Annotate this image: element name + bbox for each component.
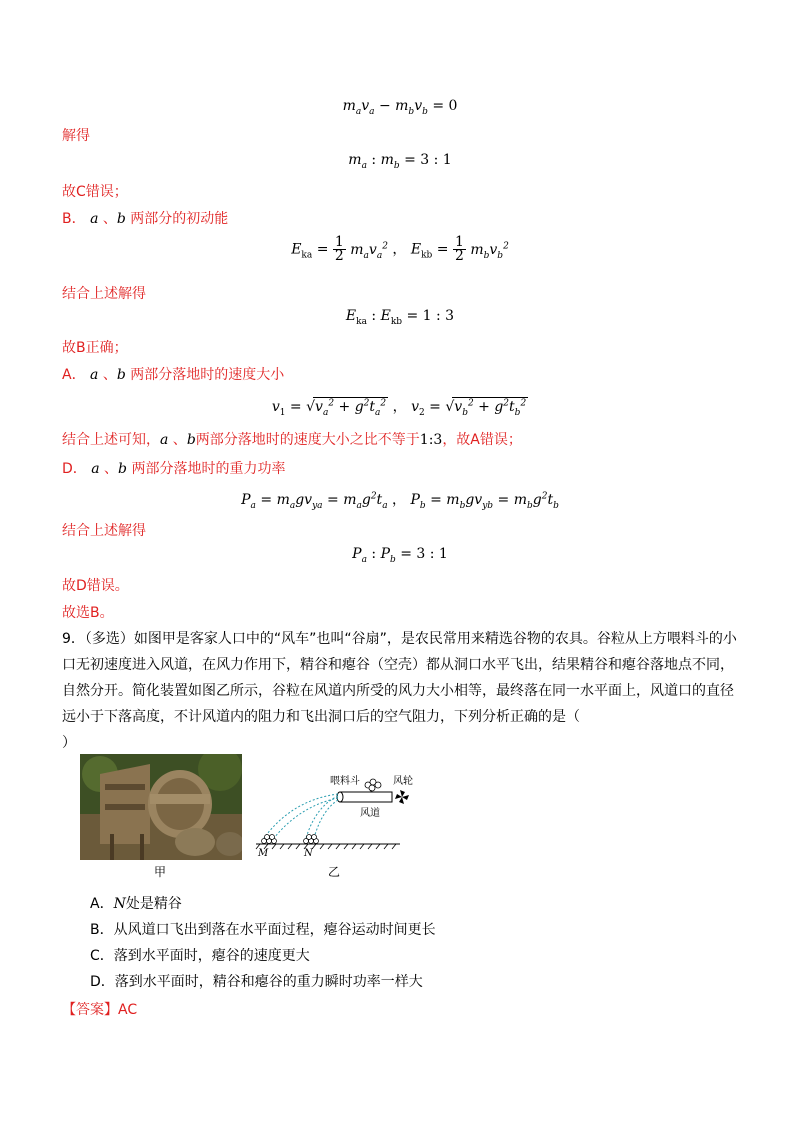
label-hopper: 喂料斗 bbox=[330, 776, 360, 787]
ratio-value: 1:3 bbox=[419, 432, 443, 448]
equation-speeds: $v_1 = √v_a^2 + g^2t_a^2$ ， $v_2 = √v_b^2 + g^2t_b^2$ bbox=[271, 398, 527, 418]
figure-jia-photo bbox=[80, 754, 242, 860]
equation-power-ratio: $P_a$ : $P_b = 3$ : 1 bbox=[352, 546, 448, 565]
intro-text: 两部分的初动能 bbox=[130, 211, 229, 227]
figure-label-yi: 乙 bbox=[328, 865, 341, 879]
equation-mass-ratio: $m_a$ : $m_b = 3$ : 1 bbox=[348, 152, 452, 171]
intro-text: 两部分落地时的重力功率 bbox=[131, 461, 286, 477]
option-c bbox=[90, 946, 310, 966]
option-letter: C． bbox=[90, 948, 114, 964]
label-point-m: M bbox=[258, 848, 269, 859]
text-c-wrong: 故C错误； bbox=[62, 184, 128, 200]
fan-icon bbox=[395, 790, 409, 804]
answer-label: 【答案】 bbox=[62, 1002, 118, 1018]
label-fan: 风轮 bbox=[393, 776, 413, 787]
figure-label-jia: 甲 bbox=[154, 865, 167, 879]
option-letter: D． bbox=[90, 974, 115, 990]
text-part: 两部分落地时的速度大小之比不等于 bbox=[195, 432, 420, 448]
text-a-intro: A． a 、b 两部分落地时的速度大小 bbox=[62, 367, 285, 383]
answer-line bbox=[62, 1000, 137, 1020]
text-jiehe-2: 结合上述解得 bbox=[62, 523, 146, 539]
text-jiehe-1: 结合上述解得 bbox=[62, 286, 146, 302]
option-text: 落到水平面时，瘪谷的速度更大 bbox=[113, 948, 310, 964]
text-jiede: 解得 bbox=[62, 128, 90, 144]
text-jiehe-kezhi: 结合上述可知，a 、b两部分落地时的速度大小之比不等于1:3，故A错误； bbox=[62, 432, 522, 448]
option-italic: N bbox=[113, 896, 126, 912]
option-letter: D． bbox=[62, 461, 87, 477]
question-number: 9． bbox=[62, 631, 85, 647]
text-part: ，故A错误； bbox=[442, 432, 522, 448]
intro-text: 两部分落地时的速度大小 bbox=[130, 367, 285, 383]
text-b-right: 故B正确； bbox=[62, 340, 128, 356]
option-letter: B． bbox=[62, 211, 86, 227]
text-part: 结合上述可知， bbox=[62, 432, 160, 448]
option-letter: B． bbox=[90, 922, 114, 938]
option-letter: A． bbox=[62, 367, 86, 383]
question-close: ） bbox=[62, 735, 76, 751]
winnowing-machine-photo bbox=[80, 754, 242, 860]
winnowing-schematic bbox=[252, 748, 412, 860]
equation-momentum: $m_av_a - m_bv_b = 0$ bbox=[342, 98, 458, 117]
option-text: 处是精谷 bbox=[125, 896, 182, 912]
option-b bbox=[90, 920, 436, 940]
equation-kinetic-energy: $E_{ka}$ = $\frac{1}{2}$ $m_av_a^2$ ， $E_{kb}$ = $\frac{1}{2}$ $m_bv_b^2$ bbox=[291, 234, 509, 264]
text-b-intro: B． a 、b 两部分的初动能 bbox=[62, 211, 229, 227]
option-a bbox=[90, 894, 182, 914]
option-text: 从风道口飞出到落在水平面过程，瘪谷运动时间更长 bbox=[113, 922, 436, 938]
text-d-intro: D． a 、b 两部分落地时的重力功率 bbox=[62, 461, 286, 477]
option-letter: A． bbox=[90, 896, 114, 912]
equation-power: $P_a = m_agv_{ya} = m_ag^2t_a$ ， $P_b = m_bgv_{yb} = m_bg^2t_b$ bbox=[241, 491, 559, 511]
text-d-wrong: 故D错误。 bbox=[62, 578, 129, 594]
question-text: （多选）如图甲是客家人口中的“风车”也叫“谷扇”，是农民常用来精选谷物的农具。谷粒从上方喂料斗的小口无初速度进入风道，在风力作用下，精谷和瘪谷（空壳）都从洞口水平飞出，结果精谷和瘪谷落地点不同，自然分开。简化装置如图乙所示，谷粒在风道内所受的风力大小相等，最终落在同一水平面上，风道口的直径远小于下落高度，不计风道内的阻力和飞出洞口后的空气阻力，下列分析正确的是（ bbox=[62, 631, 737, 725]
text-select-b: 故选B。 bbox=[62, 605, 114, 621]
option-text: 落到水平面时，精谷和瘪谷的重力瞬时功率一样大 bbox=[114, 974, 423, 990]
figure-yi-diagram bbox=[252, 748, 412, 860]
label-point-n: N bbox=[304, 848, 313, 859]
option-d bbox=[90, 972, 423, 992]
question-9 bbox=[62, 626, 742, 756]
answer-value: AC bbox=[118, 1002, 138, 1018]
label-duct: 风道 bbox=[360, 808, 380, 819]
equation-ek-ratio: $E_{ka}$ : $E_{kb} = 1$ : 3 bbox=[345, 308, 455, 327]
